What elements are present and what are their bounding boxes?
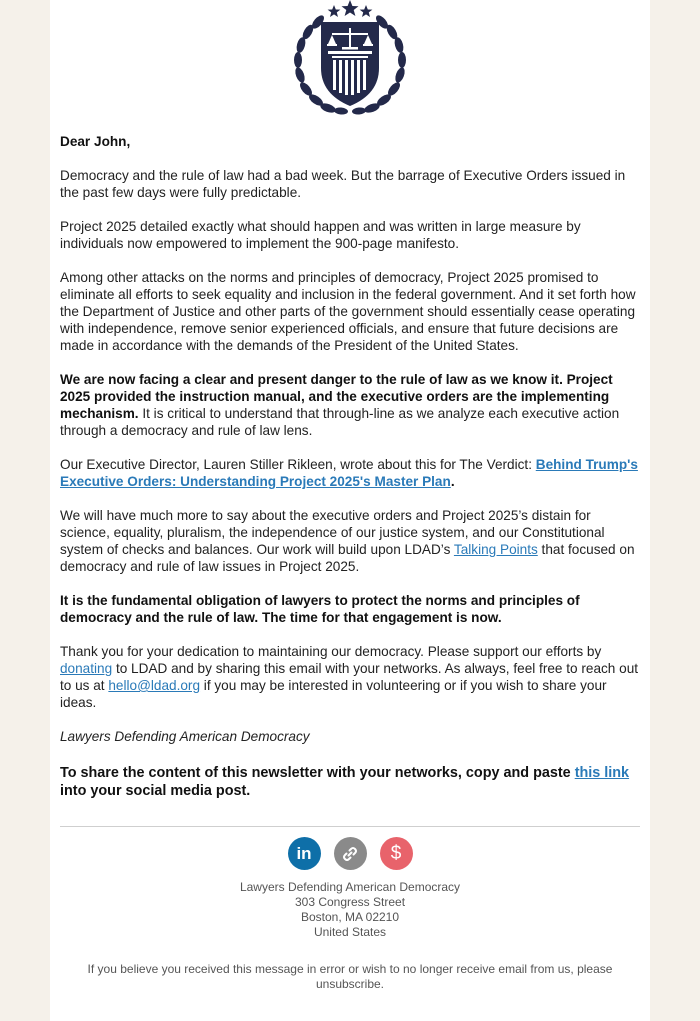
email-body — [50, 0, 650, 1021]
unsubscribe-note[interactable]: If you believe you received this message in error or wish to no longer receive email from us, please unsubscribe. — [87, 962, 613, 991]
paragraph: Project 2025 detailed exactly what should happen and was written in large measure by individuals now empowered to implement the 900-page manifesto. — [60, 219, 581, 251]
signature: Lawyers Defending American Democracy — [60, 729, 310, 744]
footer-divider — [60, 826, 640, 827]
social-links — [50, 837, 650, 871]
email-address-link[interactable]: hello@ldad.org — [108, 678, 201, 693]
paragraph: Among other attacks on the norms and principles of democracy, Project 2025 promised to eliminate all efforts to seek equality and inclusion in the federal government. And it set forth how the Department of Justice and other parts of the government should essentially cease operating with independence, remove senior experienced officials, and ensure that future decisions are made in accordance with the demands of the President of the United States. — [60, 270, 636, 353]
paragraph: We will have much more to say about the executive orders and Project 2025’s distain for science, equality, pluralism, the independence of our justice system, and our Constitutional system of checks and balances. Our work will build upon LDAD’s Talking Points that focused on democracy and rule of law issues in Project 2025. — [60, 508, 635, 574]
share-paragraph: To share the content of this newsletter with your networks, copy and paste this link into your social media post. — [60, 765, 630, 799]
footer-street: 303 Congress Street — [294, 895, 406, 909]
ldad-logo — [288, 0, 412, 122]
talking-points-link[interactable]: Talking Points — [453, 542, 538, 557]
linkedin-button[interactable] — [288, 837, 321, 870]
email-content — [60, 133, 640, 817]
donating-link[interactable]: donating — [60, 661, 113, 676]
verdict-article-link[interactable]: Behind Trump's Executive Orders: Understanding Project 2025's Master Plan — [60, 457, 638, 489]
footer-org: Lawyers Defending American Democracy — [239, 880, 461, 894]
linkedin-icon: in — [296, 843, 312, 863]
footer — [70, 880, 630, 992]
copy-link-button[interactable] — [334, 837, 367, 870]
paragraph: Our Executive Director, Lauren Stiller Rikleen, wrote about this for The Verdict: Behind Trump's Executive Orders: Understanding Project 2025's Master Plan. — [60, 457, 638, 489]
greeting: Dear John, — [60, 134, 131, 149]
donate-button[interactable] — [380, 837, 413, 870]
paragraph: We are now facing a clear and present danger to the rule of law as we know it. Project 2025 provided the instruction manual, and the executive orders are the implementing mechanism. It is critical to understand that through-line as we analyze each executive action through a democracy and rule of law lens. — [60, 372, 620, 438]
footer-country: United States — [313, 925, 387, 939]
paragraph: Thank you for your dedication to maintaining our democracy. Please support our efforts by donating to LDAD and by sharing this email with your networks. As always, feel free to reach out to us at hello@ldad.org if you may be interested in volunteering or if you wish to share your ideas. — [60, 644, 639, 710]
bold-paragraph: It is the fundamental obligation of lawyers to protect the norms and principles of democracy and the rule of law. The time for that engagement is now. — [60, 593, 580, 625]
paragraph: Democracy and the rule of law had a bad week. But the barrage of Executive Orders issued in the past few days were fully predictable. — [60, 168, 626, 200]
share-this-link[interactable]: this link — [574, 765, 630, 781]
chain-link-icon — [341, 845, 359, 863]
star-icon — [328, 0, 373, 17]
footer-city: Boston, MA 02210 — [300, 910, 400, 924]
bold-statement: We are now facing a clear and present danger to the rule of law as we know it. Project 2025 provided the instruction manual, and the executive orders are the implementing mechanism. — [60, 372, 613, 421]
dollar-icon: $ — [390, 842, 402, 864]
